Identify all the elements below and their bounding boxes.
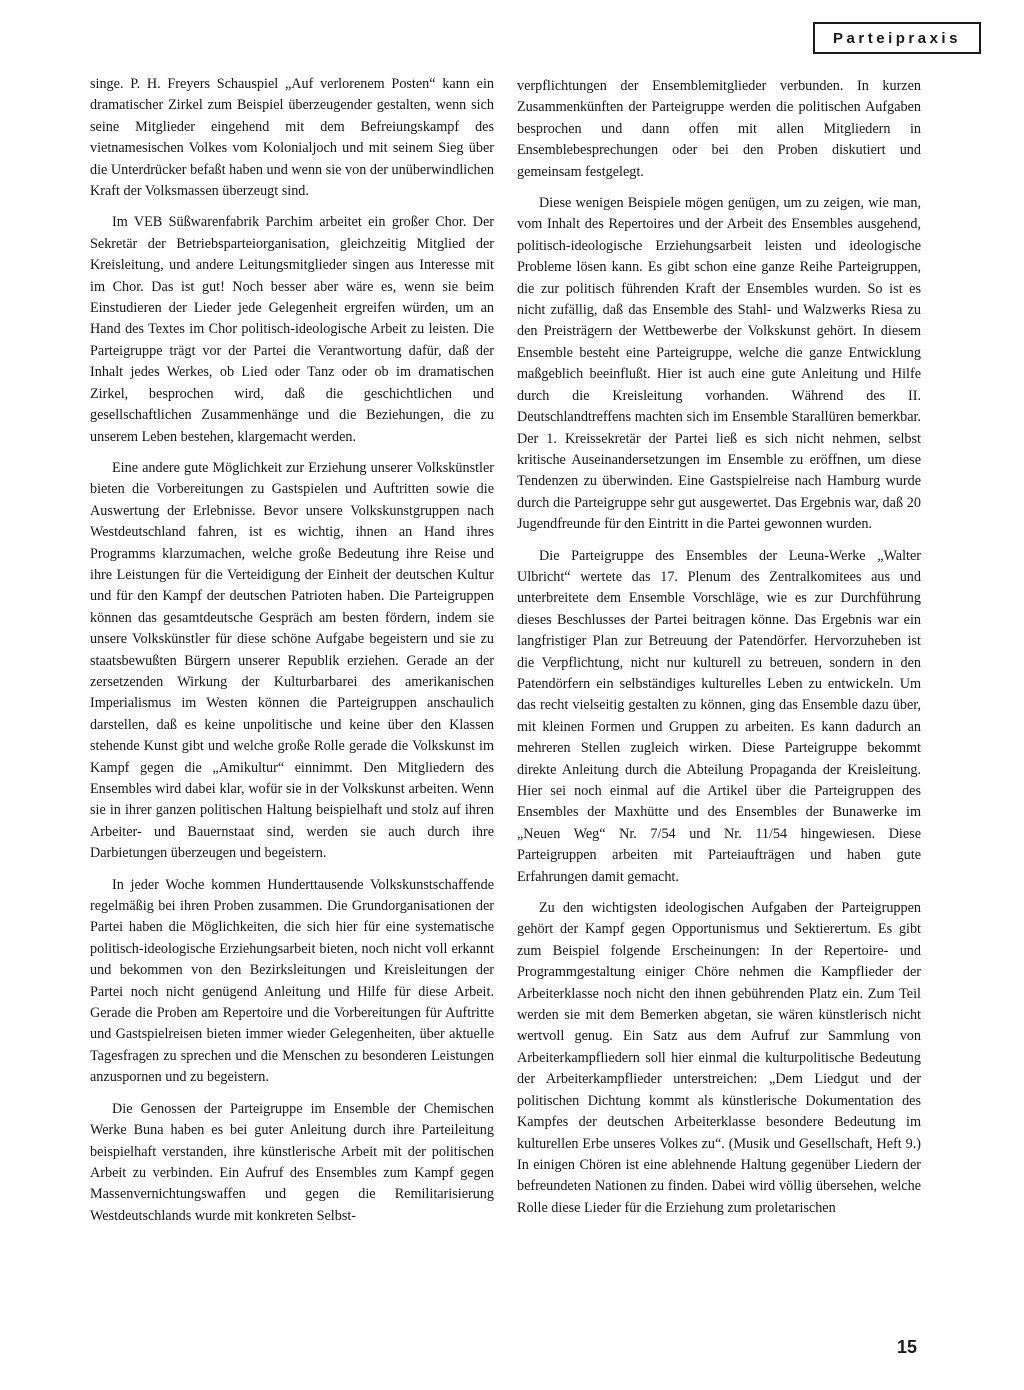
paragraph: Diese wenigen Beispiele mögen genügen, um zu zeigen, wie man, vom Inhalt des Repertoires und der Arbeit des Ensembles ausgehend, politisch-ideologische Erziehungsarbeit leisten und ideologische Probleme lösen kann. Es gibt schon eine ganze Reihe Parteigruppen, die zur politisch führenden Kraft der Ensembles wurden. So ist es nicht zufällig, daß das Ensemble des Stahl- und Walzwerks Riesa zu den Preisträgern der Wettbewerbe der Volkskunst gehört. In diesem Ensemble besteht eine Parteigruppe, welche die ganze Entwicklung maßgeblich beeinflußt. Hier ist auch eine gute Anleitung und Hilfe durch die Kreisleitung vorhanden. Während des II. Deutschlandtreffens machten sich im Ensemble Starallüren bemerkbar. Der 1. Kreissekretär der Partei ließ es sich nicht nehmen, selbst kritische Auseinandersetzungen im Ensemble zu eröffnen, um diese Tendenzen zu überwinden. Eine Gastspielreise nach Hamburg wurde durch die Parteigruppe sehr gut ausgewertet. Das Ergebnis war, daß 20 Jugendfreunde für den Eintritt in die Partei gewonnen wurden.	[517, 195, 921, 533]
paragraph: Die Parteigruppe des Ensembles der Leuna-Werke „Walter Ulbricht“ wertete das 17. Plenum des Zentralkomitees aus und unterbreitete dem Ensemble Vorschläge, wie es zur Durchführung dieses Beschlusses der Partei beitragen könne. Das Ergebnis war ein langfristiger Plan zur Betreuung der Patendörfer. Hervorzuheben ist die Verpflichtung, nicht nur kulturell zu betreuen, sondern in den Patendörfern ein selbständiges kulturelles Leben zu entwickeln. Um das recht vielseitig gestalten zu können, ging das Ensemble dazu über, mit kleinen Formen und Gruppen zu arbeiten. Es kann dadurch an mehreren Stellen zugleich wirken. Diese Parteigruppe bekommt direkte Anleitung durch die Abteilung Propaganda der Kreisleitung. Hier sei noch einmal auf die Artikel über die Parteigruppen des Ensembles der Maxhütte und des Ensembles der Bunawerke im „Neuen Weg“ Nr. 7/54 und Nr. 11/54 hingewiesen. Diese Parteigruppen arbeiten mit Parteiaufträgen und haben gute Erfahrungen damit gemacht.	[517, 547, 921, 885]
right-column	[517, 76, 921, 1229]
page-number: 15	[897, 1337, 918, 1357]
paragraph: Im VEB Süßwarenfabrik Parchim arbeitet ein großer Chor. Der Sekretär der Betriebsparteiorganisation, gleichzeitig Mitglied der Kreisleitung, und andere Leitungsmitglieder singen aus Interesse mit im Chor. Das ist gut! Noch besser aber wäre es, wenn sie beim Einstudieren der Lieder jede Gelegenheit ergreifen würden, um an Hand des Textes im Chor politisch-ideologische Arbeit zu leisten. Die Parteigruppe trägt vor der Partei die Verantwortung dafür, daß der Inhalt jedes Werkes, ob Lied oder Tanz oder ob im dramatischen Zirkel, besprochen wird, daß die geschichtlichen und gesellschaftlichen Zusammenhänge und die Beziehungen, die zu unserem Leben bestehen, klargemacht werden.	[90, 214, 494, 445]
paragraph: verpflichtungen der Ensemblemitglieder verbunden. In kurzen Zusammenkünften der Parteigruppe werden die politischen Aufgaben besprochen und dann offen mit allen Mitgliedern in Ensemblebesprechungen oder bei den Proben diskutiert und gemeinsam festgelegt.	[517, 78, 921, 180]
paragraph: Eine andere gute Möglichkeit zur Erziehung unserer Volkskünstler bieten die Vorbereitungen zu Gastspielen und Auftritten sowie die Auswertung der Erlebnisse. Bevor unsere Volkskunstgruppen nach Westdeutschland fahren, ist es wichtig, ihnen an Hand ihres Programms klarzumachen, welche große Bedeutung ihre Reise und ihre Leistungen für die Verteidigung der Einheit der deutschen Kultur und für den Kampf der deutschen Patrioten haben. Die Parteigruppen können das gesamtdeutsche Gespräch am besten fördern, indem sie unsere Volkskünstler für diese schöne Aufgabe begeistern und sie zu staatsbewußten Bürgern unserer Republik erziehen. Gerade an der zersetzenden Wirkung der Kulturbarbarei des amerikanischen Imperialismus im Westen können die Parteigruppen anschaulich darstellen, daß es keine unpolitische und keine über den Klassen stehende Kunst gibt und welche große Rolle gerade die Volkskunst im Kampf gegen die „Amikultur“ einnimmt. Den Mitgliedern des Ensembles wird dabei klar, wofür sie in der Volkskunst arbeiten. Wenn sie in ihrer ganzen politischen Haltung beispielhaft und stolz auf ihren Arbeiter- und Bauernstaat sind, werden sie auch durch ihre Darbietungen überzeugen und begeistern.	[90, 459, 494, 862]
paragraph: Zu den wichtigsten ideologischen Aufgaben der Parteigruppen gehört der Kampf gegen Opportunismus und Sektierertum. Es gibt zum Beispiel folgende Erscheinungen: In der Repertoire- und Programmgestaltung einiger Chöre nehmen die Kampflieder der Arbeiterklasse noch nicht den ihnen gebührenden Platz ein. Zum Teil werden sie mit dem Bemerken abgetan, sie wären künstlerisch nicht wertvoll genug. Ein Satz aus dem Aufruf zur Sammlung von Arbeiterkampfliedern soll hier einmal die kulturpolitische Bedeutung der Arbeiterkampflieder unterstreichen: „Dem Liedgut und der politischen Dichtung kommt als künstlerische Dokumentation des Kampfes der deutschen Arbeiterklasse besondere Bedeutung im kulturellen Erbe unseres Volkes zu“. (Musik und Gesellschaft, Heft 9.) In einigen Chören ist eine ablehnende Haltung gegenüber Liedern der befreundeten Nationen zu finden. Dabei wird völlig übersehen, welche Rolle diese Lieder für die Erziehung zum proletarischen	[517, 900, 921, 1216]
paragraph: In jeder Woche kommen Hunderttausende Volkskunstschaffende regelmäßig bei ihren Proben zusammen. Die Grundorganisationen der Partei haben die Möglichkeiten, die sich hier für eine systematische politisch-ideologische Erziehungsarbeit bieten, noch nicht voll erkannt und bekommen von den Bezirksleitungen und Kreisleitungen der Partei noch nicht genügend Anleitung und Hilfe für diese Arbeit. Gerade die Proben am Repertoire und die Vorbereitungen für Auftritte und Gastspielreisen bieten immer wieder Gelegenheiten, über aktuelle Tagesfragen zu sprechen und die Menschen zu besonderen Leistungen anzuspornen und zu begeistern.	[90, 876, 494, 1086]
section-label: Parteipraxis	[813, 22, 981, 54]
left-column	[90, 74, 494, 1237]
paragraph: singe. P. H. Freyers Schauspiel „Auf verlorenem Posten“ kann ein dramatischer Zirkel zum Beispiel überzeugender gestalten, wenn sich seine Mitglieder eingehend mit dem Befreiungskampf des vietnamesischen Volkes vom Kolonialjoch und mit seinem Sieg über die Unterdrücker befaßt haben und wenn sie von der unüberwindlichen Kraft der Volksmassen überzeugt sind.	[90, 76, 494, 200]
paragraph: Die Genossen der Parteigruppe im Ensemble der Chemischen Werke Buna haben es bei guter Anleitung durch ihre Parteileitung beispielhaft verstanden, ihre künstlerische Arbeit mit der politischen Arbeit zu verbinden. Ein Aufruf des Ensembles zum Kampf gegen Massenvernichtungswaffen und gegen die Remilitarisierung Westdeutschlands wurde mit konkreten Selbst-	[90, 1100, 494, 1224]
